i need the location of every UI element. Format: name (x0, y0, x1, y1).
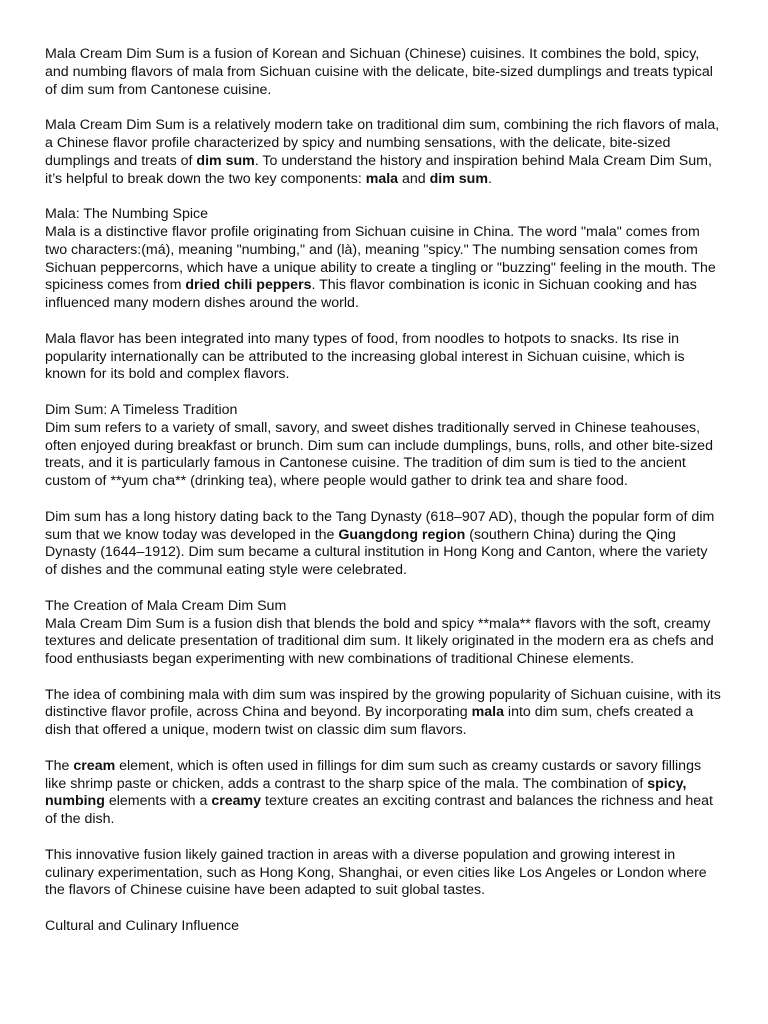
section-heading-creation: The Creation of Mala Cream Dim Sum (45, 597, 287, 614)
bold-term: spicy, numbing (45, 775, 687, 810)
section-heading-dim-sum: Dim Sum: A Timeless Tradition (45, 401, 238, 418)
intro-paragraph: Mala Cream Dim Sum is a fusion of Korean and Sichuan (Chinese) cuisines. It combines the bold, spicy, and numbing flavors of mala from Sichuan cuisine with the delicate, bite-sized dumplings and treats typical of dim sum from Cantonese cuisine. (45, 46, 713, 98)
cream-element-paragraph (45, 758, 723, 829)
text-run: The idea of combining mala with dim sum was inspired by the growing popularity of Sichuan cuisine, with its distinctive flavor profile, across China and beyond. By incorporating (45, 686, 721, 721)
text-run: into dim sum, chefs created a dish that offered a unique, modern twist on classic dim sum flavors. (45, 704, 694, 739)
document-page (45, 46, 723, 936)
text-run: and (398, 170, 430, 187)
inspiration-paragraph (45, 687, 723, 740)
text-run: Mala Cream Dim Sum is a relatively modern take on traditional dim sum, combining the rich flavors of mala, a Chinese flavor profile characterized by spicy and numbing sensations, with the delicate, bite-sized dumplings and treats of (45, 117, 720, 169)
fusion-traction-paragraph: This innovative fusion likely gained traction in areas with a diverse population and growing interest in culinary experimentation, such as Hong Kong, Shanghai, or even cities like Los Angeles or London where the flavors of Chinese cuisine have been adapted to suit global tastes. (45, 846, 707, 899)
bold-term: dried chili peppers (185, 277, 312, 294)
text-run: elements with a (104, 793, 212, 810)
bold-term: dim sum (196, 152, 255, 169)
text-run: (southern China) during the Qing Dynasty (1644–1912). Dim sum became a cultural institution in Hong Kong and Canton, where the variety of dishes and the communal eating style were celebrated. (45, 526, 708, 579)
bold-term: mala (471, 704, 504, 721)
overview-paragraph (45, 117, 723, 188)
dim-sum-history-paragraph (45, 509, 723, 580)
bold-term: Guangdong region (338, 526, 466, 543)
mala-popularity-paragraph: Mala flavor has been integrated into many types of food, from noodles to hotpots to snacks. Its rise in popularity internationally can be attributed to the increasing global interest in Sichuan cuisine, which is known for its bold and complex flavors. (45, 330, 685, 383)
text-run: Mala is a distinctive flavor profile originating from Sichuan cuisine in China. The word "mala" comes from two characters:(má), meaning "numbing," and (là), meaning "spicy." The numbing sensation comes from Sichuan peppercorns, which have a unique ability to create a tingling or "buzzing" feeling in the mouth. The spiciness comes from (45, 223, 716, 294)
creation-paragraph: Mala Cream Dim Sum is a fusion dish that blends the bold and spicy **mala** flavors with the soft, creamy textures and delicate presentation of traditional dim sum. It likely originated in the modern era as chefs and food enthusiasts began experimenting with new combinations of traditional Chinese elements. (45, 615, 714, 668)
dim-sum-paragraph: Dim sum refers to a variety of small, savory, and sweet dishes traditionally served in Chinese teahouses, often enjoyed during breakfast or brunch. Dim sum can include dumplings, buns, rolls, and other bite-sized treats, and it is particularly famous in Cantonese cuisine. The tradition of dim sum is tied to the ancient custom of **yum cha** (drinking tea), where people would gather to drink tea and share food. (45, 419, 713, 490)
text-run: . (487, 170, 492, 187)
text-run: The (45, 757, 74, 774)
section-heading-mala: Mala: The Numbing Spice (45, 206, 208, 223)
bold-term: cream (73, 757, 116, 774)
mala-paragraph (45, 224, 723, 313)
text-run: . This flavor combination is iconic in Sichuan cooking and has influenced many modern dishes around the world. (45, 277, 697, 312)
section-heading-cultural: Cultural and Culinary Influence (45, 918, 240, 935)
bold-term: dim sum (429, 170, 488, 187)
text-run: texture creates an exciting contrast and balances the richness and heat of the dish. (45, 793, 713, 828)
bold-term: mala (365, 170, 399, 187)
text-run: element, which is often used in fillings for dim sum such as creamy custards or savory fillings like shrimp paste or chicken, adds a contrast to the sharp spice of the mala. The combination of (45, 757, 702, 792)
bold-term: creamy (211, 793, 262, 810)
text-run: . To understand the history and inspiration behind Mala Cream Dim Sum, it’s helpful to break down the two key components: (45, 152, 712, 187)
text-run: Dim sum has a long history dating back to the Tang Dynasty (618–907 AD), though the popular form of dim sum that we know today was developed in the (45, 508, 715, 543)
